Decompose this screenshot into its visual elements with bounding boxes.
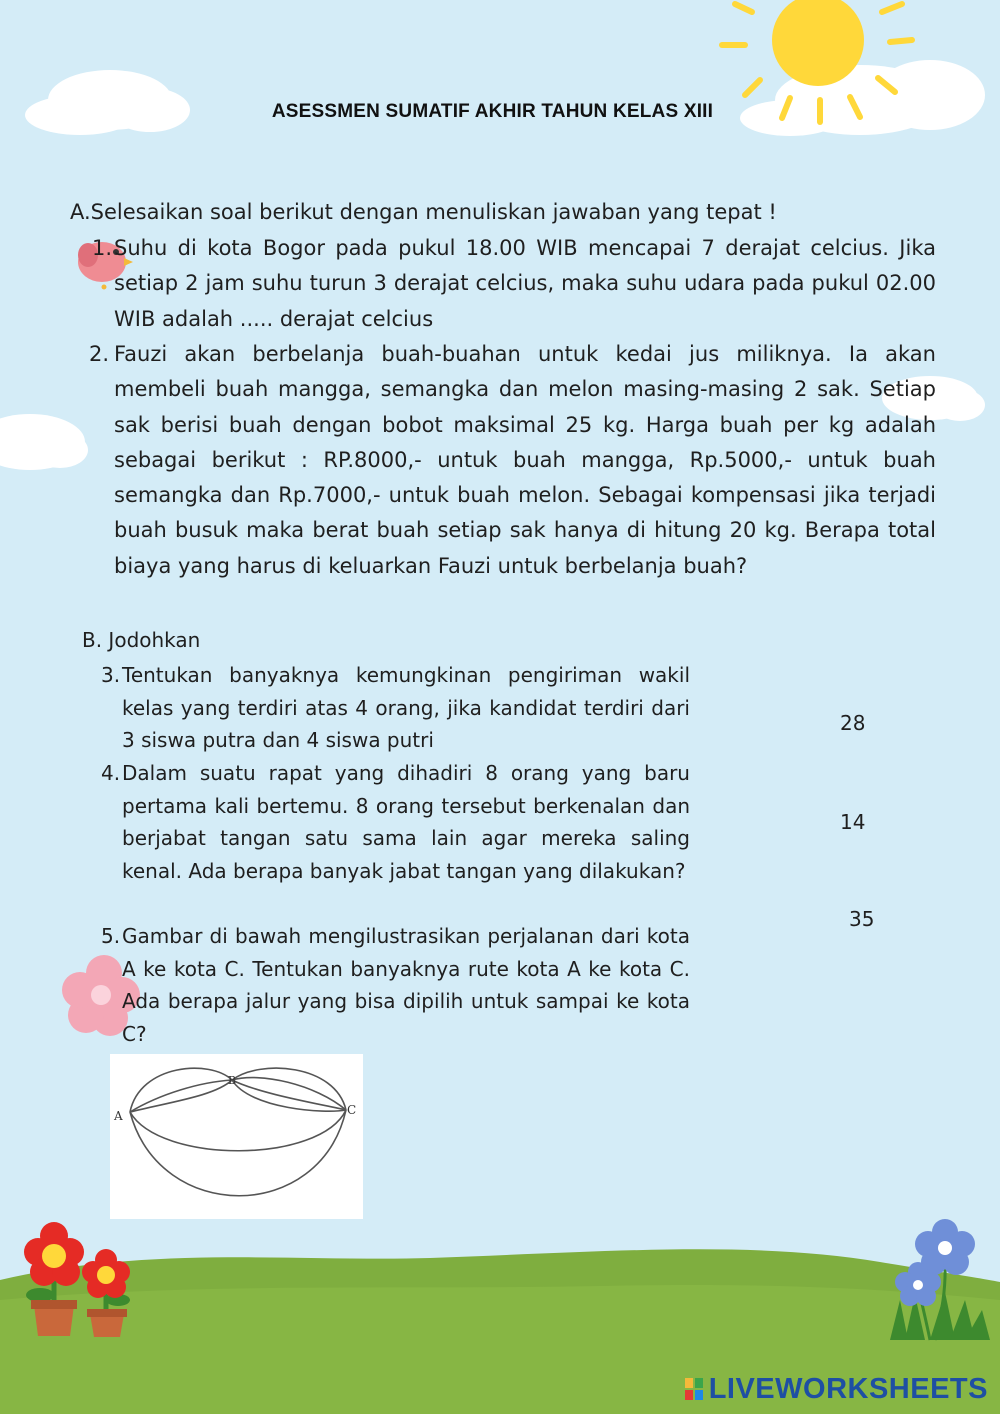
liveworksheets-logo xyxy=(685,1373,988,1406)
watermark-text: LIVEWORKSHEETS xyxy=(708,1373,988,1405)
cloud-top-right xyxy=(740,60,985,136)
answer-option-28[interactable]: 28 xyxy=(840,711,866,735)
question-number: 5. xyxy=(101,924,121,948)
question-number: 3. xyxy=(101,663,121,687)
section-a-instruction: A.Selesaikan soal berikut dengan menuliskan jawaban yang tepat ! xyxy=(70,200,777,224)
question-text: Gambar di bawah mengilustrasikan perjalanan dari kota A ke kota C. Tentukan banyaknya rute kota A ke kota C. Ada berapa jalur yang bisa dipilih untuk sampai ke kota C? xyxy=(122,924,690,1046)
question-text: Tentukan banyaknya kemungkinan pengiriman wakil kelas yang terdiri atas 4 orang, jika kandidat terdiri dari 3 siswa putra dan 4 siswa putri xyxy=(122,663,690,753)
answer-option-35[interactable]: 35 xyxy=(849,907,875,931)
route-label-c: C xyxy=(347,1103,357,1117)
page-title: ASESSMEN SUMATIF AKHIR TAHUN KELAS XIII xyxy=(271,101,714,122)
liveworksheets-icon xyxy=(685,1378,703,1400)
cloud-left-mid xyxy=(0,414,88,470)
question-number: 2. xyxy=(89,342,110,366)
question-number: 1. xyxy=(92,236,113,260)
question-text: Fauzi akan berbelanja buah-buahan untuk kedai jus miliknya. Ia akan membeli buah mangga, semangka dan melon masing-masing 2 sak. Setiap sak berisi buah dengan bobot maksimal 25 kg. Harga buah per kg adalah sebagai berikut : RP.8000,- untuk buah mangga, Rp.5000,- untuk buah semangka dan Rp.7000,- untuk buah melon. Sebagai kompensasi jika terjadi buah busuk maka berat buah setiap sak hanya di hitung 20 kg. Berapa total biaya yang harus di keluarkan Fauzi untuk berbelanja buah? xyxy=(114,342,936,578)
question-number: 4. xyxy=(101,761,121,785)
answer-option-14[interactable]: 14 xyxy=(840,810,866,834)
route-diagram xyxy=(110,1054,363,1219)
route-label-b: B xyxy=(228,1074,237,1087)
route-label-a: A xyxy=(114,1109,123,1123)
question-text: Suhu di kota Bogor pada pukul 18.00 WIB mencapai 7 derajat celcius. Jika setiap 2 jam suhu turun 3 derajat celcius, maka suhu udara pada pukul 02.00 WIB adalah ..... derajat celcius xyxy=(114,236,936,331)
question-text: Dalam suatu rapat yang dihadiri 8 orang yang baru pertama kali bertemu. 8 orang tersebut berkenalan dan berjabat tangan satu sama lain agar mereka saling kenal. Ada berapa banyak jabat tangan yang dilakukan? xyxy=(122,761,690,883)
section-b-heading: B. Jodohkan xyxy=(82,628,201,652)
